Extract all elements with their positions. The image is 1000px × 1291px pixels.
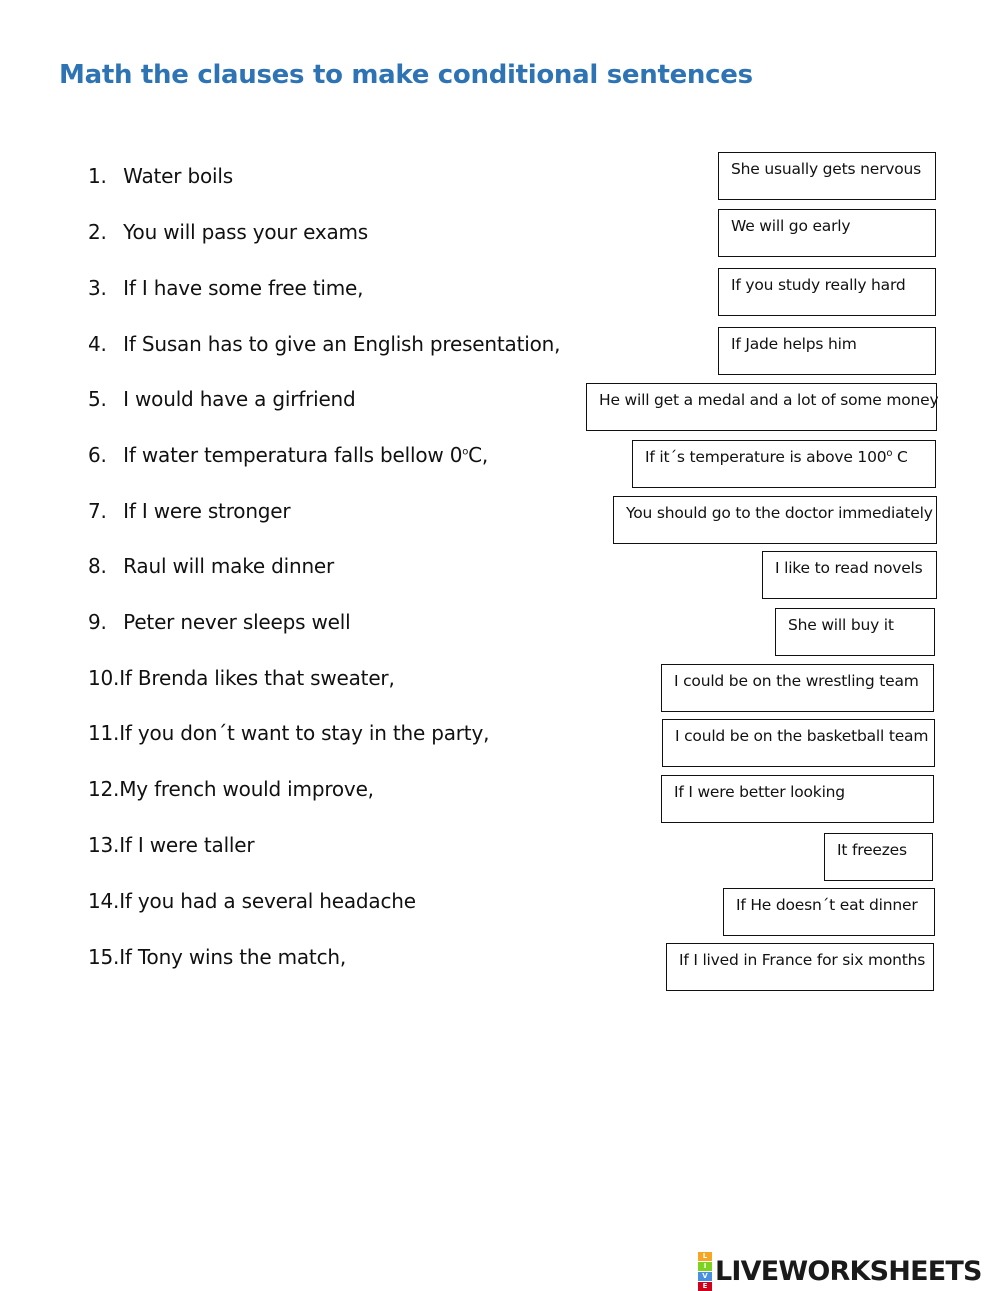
degree-superscript: o (886, 447, 893, 459)
clause-number: 8. (88, 554, 107, 578)
clause-number: 15. (88, 945, 120, 969)
answer-text: If it´s temperature is above 100 (645, 448, 887, 466)
answer-box-7[interactable]: You should go to the doctor immediately (613, 496, 937, 544)
clause-12 (88, 774, 374, 804)
clause-text: Peter never sleeps well (123, 610, 351, 634)
answer-box-10[interactable]: I could be on the wrestling team (661, 664, 934, 712)
clause-text: If you had a several headache (119, 889, 416, 913)
answer-box-9[interactable]: She will buy it (775, 608, 935, 656)
clause-text: If Brenda likes that sweater, (119, 666, 395, 690)
answer-box-14[interactable]: If He doesn´t eat dinner (723, 888, 935, 936)
clause-13 (88, 830, 254, 860)
clause-number: 7. (88, 499, 107, 523)
clause-tail: C, (468, 443, 489, 467)
degree-superscript: o (462, 446, 469, 458)
clause-number: 12. (88, 777, 120, 801)
clause-number: 5. (88, 387, 107, 411)
page-title: Math the clauses to make conditional sentences (59, 60, 753, 90)
answer-box-12[interactable]: If I were better looking (661, 775, 934, 823)
logo-mark-letter: L (698, 1252, 712, 1261)
clause-text: If Tony wins the match, (119, 945, 346, 969)
clause-number: 14. (88, 889, 120, 913)
clause-5 (88, 384, 356, 414)
clause-10 (88, 663, 395, 693)
answer-box-3[interactable]: If you study really hard (718, 268, 936, 316)
clause-number: 1. (88, 164, 107, 188)
clause-text: If water temperatura falls bellow 0 (123, 443, 463, 467)
answer-box-8[interactable]: I like to read novels (762, 551, 937, 599)
clause-2 (88, 217, 368, 247)
clause-1 (88, 161, 233, 191)
liveworksheets-logo (698, 1251, 982, 1290)
answer-box-2[interactable]: We will go early (718, 209, 936, 257)
clause-text: If I have some free time, (123, 276, 364, 300)
answer-box-15[interactable]: If I lived in France for six months (666, 943, 934, 991)
logo-text: LIVEWORKSHEETS (715, 1255, 982, 1287)
clause-6 (88, 440, 488, 470)
clause-14 (88, 886, 416, 916)
answer-box-6[interactable] (632, 440, 936, 488)
clause-11 (88, 718, 489, 748)
clause-7 (88, 496, 290, 526)
logo-mark-letter: E (698, 1282, 712, 1291)
clause-number: 9. (88, 610, 107, 634)
clause-text: If Susan has to give an English presentation, (123, 332, 561, 356)
clause-number: 6. (88, 443, 107, 467)
clause-text: If I were stronger (123, 499, 291, 523)
clause-text: Raul will make dinner (123, 554, 335, 578)
clause-9 (88, 607, 351, 637)
clause-8 (88, 551, 334, 581)
logo-mark-letter: V (698, 1272, 712, 1281)
clause-text: My french would improve, (119, 777, 374, 801)
clause-15 (88, 942, 346, 972)
clause-text: If I were taller (119, 833, 255, 857)
answer-box-4[interactable]: If Jade helps him (718, 327, 936, 375)
answer-box-13[interactable]: It freezes (824, 833, 933, 881)
clause-4 (88, 329, 560, 359)
clause-number: 10. (88, 666, 120, 690)
clause-text: If you don´t want to stay in the party, (119, 721, 490, 745)
clause-3 (88, 273, 363, 303)
clause-text: I would have a girfriend (123, 387, 356, 411)
answer-box-5[interactable]: He will get a medal and a lot of some money (586, 383, 937, 431)
clause-number: 11. (88, 721, 120, 745)
clause-number: 13. (88, 833, 120, 857)
clause-number: 3. (88, 276, 107, 300)
answer-box-1[interactable]: She usually gets nervous (718, 152, 936, 200)
logo-mark-icon (698, 1252, 712, 1291)
logo-mark-letter: I (698, 1262, 712, 1271)
answer-box-11[interactable]: I could be on the basketball team (662, 719, 935, 767)
answer-tail: C (892, 448, 908, 466)
clause-text: Water boils (123, 164, 233, 188)
clause-number: 4. (88, 332, 107, 356)
clause-number: 2. (88, 220, 107, 244)
clause-text: You will pass your exams (123, 220, 369, 244)
